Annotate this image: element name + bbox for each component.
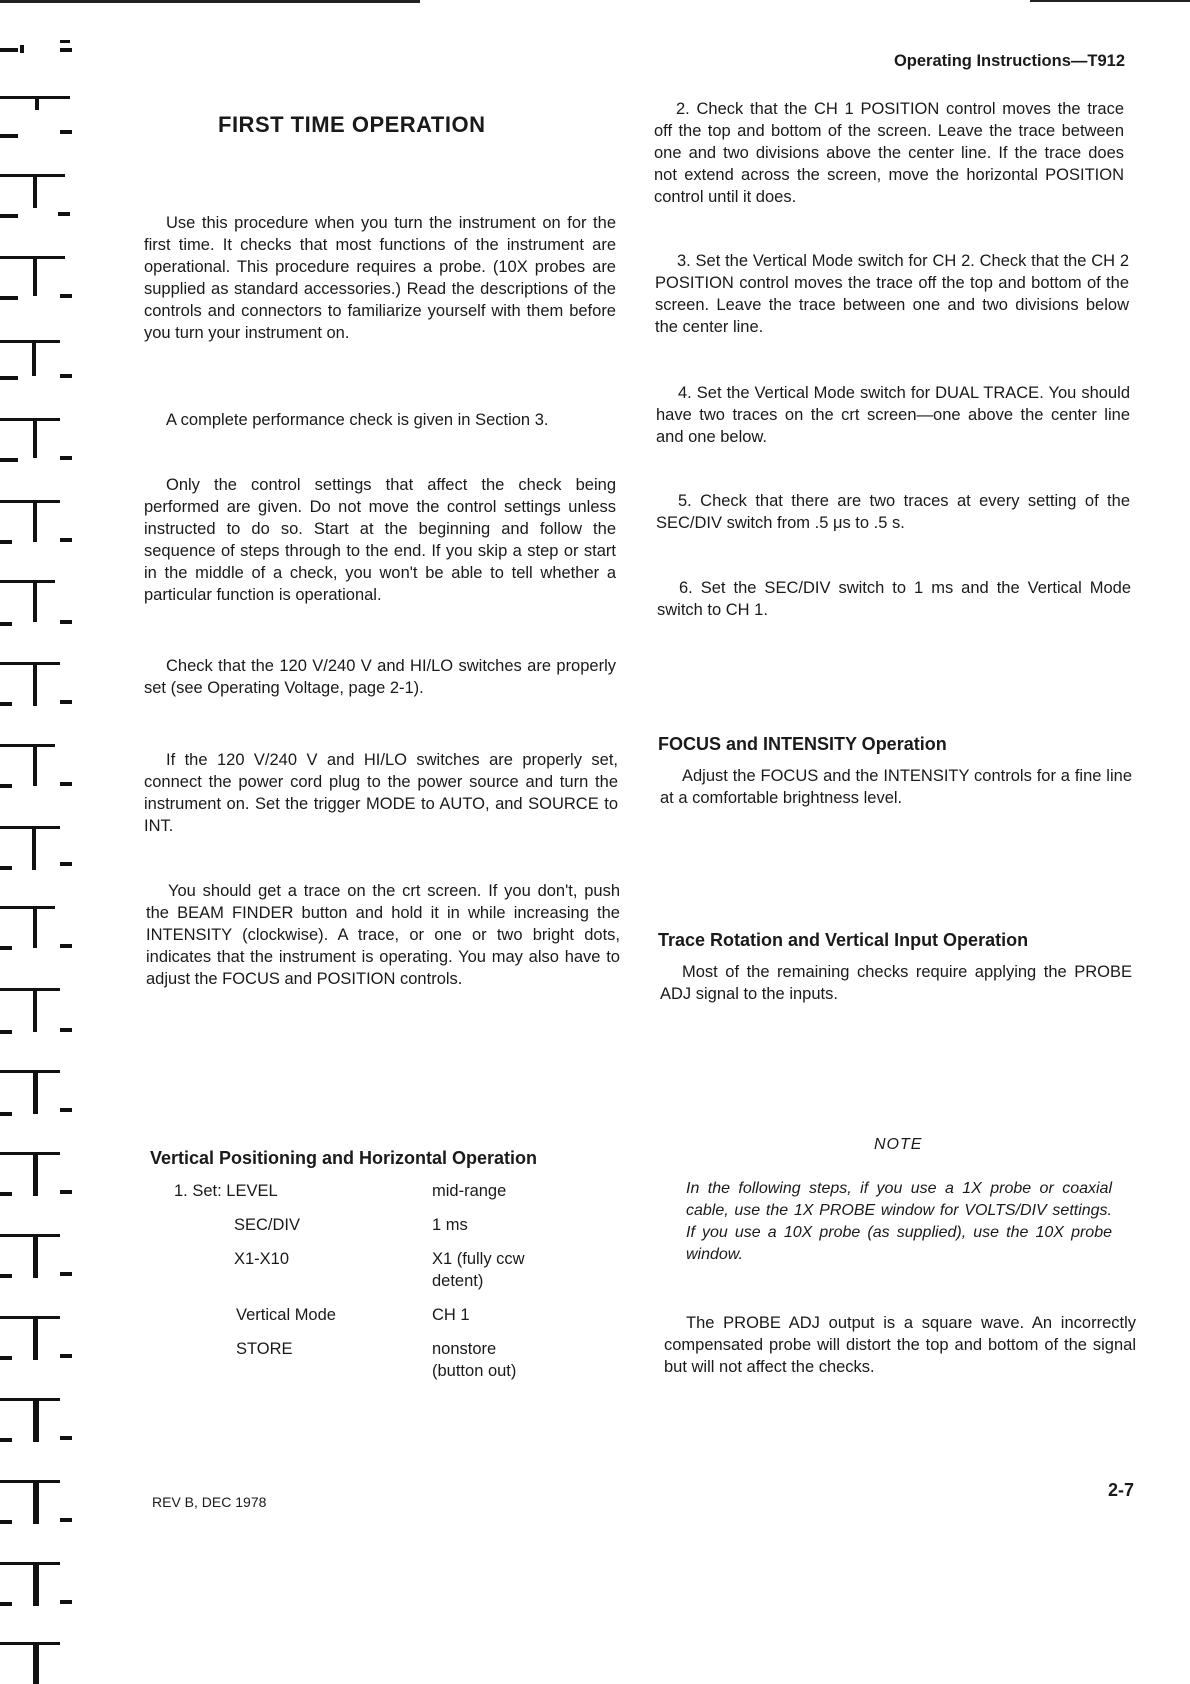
settings-row — [174, 1304, 552, 1338]
running-header: Operating Instructions—T912 — [893, 52, 1125, 70]
power-on-paragraph: If the 120 V/240 V and HI/LO switches are properly set, connect the power cord plug to the power source and turn the instrument on. Set the trigger MODE to AUTO, and SOURCE to INT. — [144, 751, 618, 835]
settings-label: 1. Set: LEVEL — [174, 1182, 278, 1200]
step-4: 4. Set the Vertical Mode switch for DUAL TRACE. You should have two traces on the crt screen—one above the center line and one below. — [656, 384, 1130, 446]
trace-rotation-heading: Trace Rotation and Vertical Input Operation — [658, 930, 1029, 950]
step-3: 3. Set the Vertical Mode switch for CH 2. Check that the CH 2 POSITION control moves the trace off the top and bottom of the screen. Leave the trace between one and two divisions below the center line. — [655, 252, 1129, 336]
control-settings-paragraph: Only the control settings that affect the check being performed are given. Do not move the control settings unless instructed to do so. Start at the beginning and follow the sequence of steps through to the end. If you skip a step or start in the middle of a check, you won't be able to tell whether a particular function is operational. — [144, 476, 616, 604]
page-number: 2-7 — [1108, 1480, 1135, 1500]
revision-footer: REV B, DEC 1978 — [152, 1494, 267, 1510]
binding-strip — [0, 0, 110, 1684]
trace-paragraph: You should get a trace on the crt screen. If you don't, push the BEAM FINDER button and hold it in while increasing the INTENSITY (clockwise). A trace, or one or two bright dots, indicates that the instrument is operating. You may also have to adjust the FOCUS and POSITION controls. — [146, 882, 620, 988]
settings-row — [174, 1248, 552, 1304]
trace-rotation-paragraph: Most of the remaining checks require applying the PROBE ADJ signal to the inputs. — [660, 963, 1132, 1003]
note-label: NOTE — [874, 1136, 923, 1153]
settings-row — [174, 1214, 552, 1248]
vertical-positioning-heading: Vertical Positioning and Horizontal Operation — [150, 1148, 538, 1168]
step-2: 2. Check that the CH 1 POSITION control moves the trace off the top and bottom of the screen. Leave the trace between one and two divisions above the center line. If the trace does not extend across the screen, move the horizontal POSITION control until it does. — [654, 100, 1124, 206]
settings-label: STORE — [236, 1340, 293, 1358]
settings-value: mid-range — [432, 1182, 507, 1200]
settings-value: CH 1 — [432, 1306, 470, 1324]
step-6: 6. Set the SEC/DIV switch to 1 ms and the Vertical Mode switch to CH 1. — [657, 579, 1131, 619]
settings-value: nonstore (button out) — [432, 1340, 517, 1380]
settings-table — [174, 1180, 552, 1382]
step-5: 5. Check that there are two traces at every setting of the SEC/DIV switch from .5 μs to .5 s. — [656, 492, 1130, 532]
intro-paragraph: Use this procedure when you turn the instrument on for the first time. It checks that most functions of the instrument are operational. This procedure requires a probe. (10X probes are supplied as standard accessories.) Read the descriptions of the controls and connectors to familiarize yourself with them before you turn your instrument on. — [144, 214, 616, 342]
top-edge-line-right — [1030, 0, 1190, 2]
note-text: In the following steps, if you use a 1X probe or coaxial cable, use the 1X PROBE window for VOLTS/DIV settings. If you use a 10X probe (as supplied), use the 10X probe window. — [686, 1180, 1112, 1263]
settings-row — [174, 1180, 552, 1214]
settings-label: Vertical Mode — [236, 1306, 336, 1324]
focus-heading: FOCUS and INTENSITY Operation — [658, 734, 947, 754]
performance-check-note: A complete performance check is given in Section 3. — [166, 411, 549, 429]
settings-row — [174, 1338, 552, 1382]
page-title: FIRST TIME OPERATION — [218, 112, 486, 137]
focus-paragraph: Adjust the FOCUS and the INTENSITY controls for a fine line at a comfortable brightness level. — [660, 767, 1132, 807]
probe-adj-paragraph: The PROBE ADJ output is a square wave. An incorrectly compensated probe will distort the top and bottom of the signal but will not affect the checks. — [664, 1314, 1136, 1376]
settings-label: SEC/DIV — [234, 1216, 301, 1234]
settings-value: X1 (fully ccw detent) — [432, 1250, 525, 1290]
settings-label: X1-X10 — [234, 1250, 290, 1268]
settings-value: 1 ms — [432, 1216, 468, 1234]
voltage-check-paragraph: Check that the 120 V/240 V and HI/LO switches are properly set (see Operating Voltage, page 2-1). — [144, 657, 616, 697]
